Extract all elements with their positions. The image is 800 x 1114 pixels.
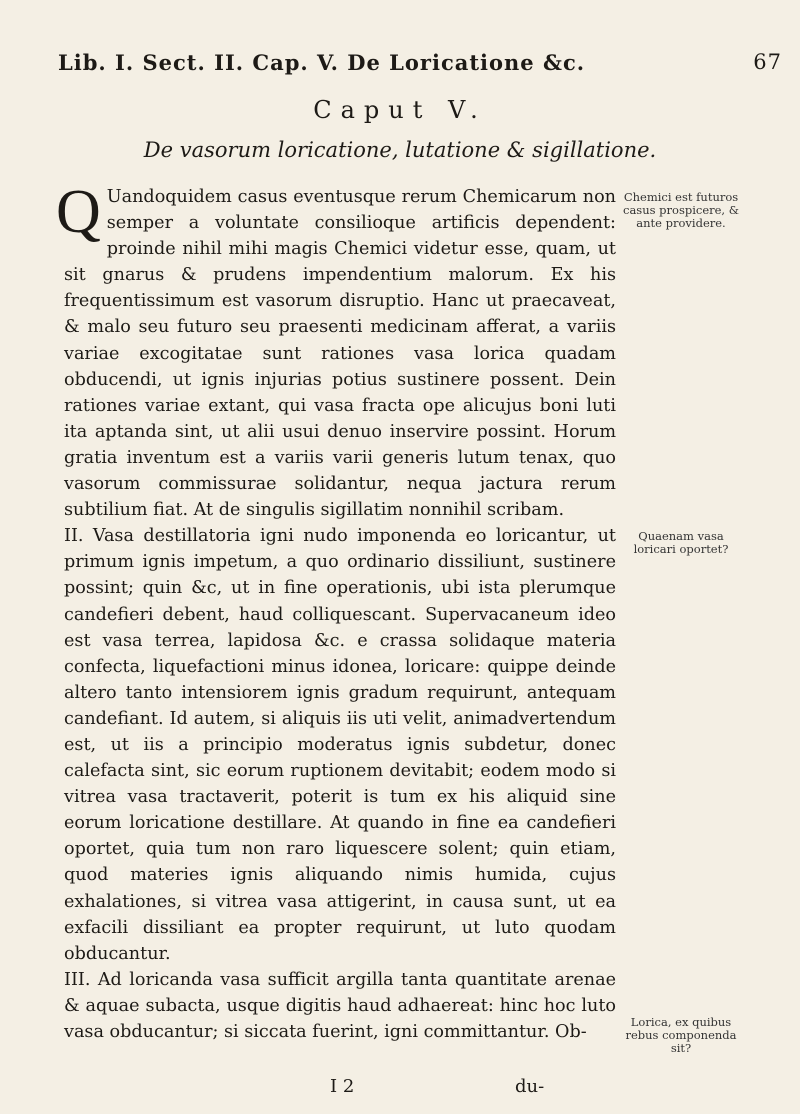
drop-cap: Q — [56, 178, 101, 246]
page-number: 67 — [753, 50, 782, 74]
running-head-text: Lib. I. Sect. II. Cap. V. De Loricatione &c. — [58, 50, 586, 75]
margin-note: Chemici est futuros casus prospicere, & ante providere. — [623, 190, 739, 230]
chapter-number: Caput V. — [313, 96, 487, 124]
paragraph-text: II. Vasa destillatoria igni nudo imponenda eo loricantur, ut primum ignis impetum, a quo ordinario dissiliunt, sustinere possint; quin &c, ut in fine operationis, ubi ista plerumque candefieri debent, haud colliquescant. Supervacaneum ideo est vasa terrea, lapidosa &c. e crassa solidaque materia confecta, liquefactioni minus idonea, loricare: quippe deinde altero tanto intensiorem ignis gradum requirunt, antequam candefiant. Id autem, si aliquis iis uti velit, animadvertendum est, ut iis a principio moderatus ignis subdetur, donec calefacta sint, sic eorum ruptionem devitabit; eodem modo si vitrea vasa tractaverit, poterit is tum ex his aliquid sine eorum loricatione destillare. At quando in fine ea candefieri oportet, quia tum non raro liquescere solent; quin etiam, quod materies ignis aliquando nimis humida, cujus exhalationes, si vitrea vasa attigerint, in causa sunt, ut ea exfacili dissiliant ea propter requirunt, ut luto quodam obducantur. — [64, 526, 616, 964]
paragraph-text: III. Ad loricanda vasa sufficit argilla tanta quantitate arenae & aquae subacta, usque digitis haud adhaereat: hinc hoc luto vasa obducantur; si siccata fuerint, igni committantur. Ob- — [64, 969, 616, 1042]
catchword: du- — [515, 1076, 545, 1097]
paragraph-3 — [64, 967, 616, 1045]
paragraph-1 — [56, 178, 616, 523]
margin-note: Quaenam vasa loricari oportet? — [633, 529, 729, 556]
paragraph-text: Uandoquidem casus eventusque rerum Chemicarum non semper a voluntate consilioque artificis dependent: proinde nihil mihi magis Chemici videtur esse, quam, ut sit gnarus & prudens impendentium malorum. Ex his frequentissimum est vasorum disruptio. Hanc ut praecaveat, & malo seu futuro seu praesenti medicinam afferat, a variis variae excogitatae sunt rationes vasa lorica quadam obducendi, ut ignis injurias potius sustinere possent. Dein rationes variae extant, qui vasa fracta ope alicujus boni luti ita aptanda sint, ut alii usui denuo inservire possint. Horum gratia inventum est a variis varii generis lutum tenax, quo vasorum commissurae solidantur, nequa jactura rerum subtilium fiat. At de singulis sigillatim nonnihil scribam. — [64, 187, 616, 521]
paragraph-2 — [64, 523, 616, 967]
chapter-title: De vasorum loricatione, lutatione & sigillatione. — [143, 138, 657, 162]
body-text — [56, 178, 616, 1045]
running-head — [58, 50, 782, 75]
signature-mark: I 2 — [330, 1076, 355, 1097]
margin-note: Lorica, ex quibus rebus componenda sit? — [625, 1015, 737, 1055]
